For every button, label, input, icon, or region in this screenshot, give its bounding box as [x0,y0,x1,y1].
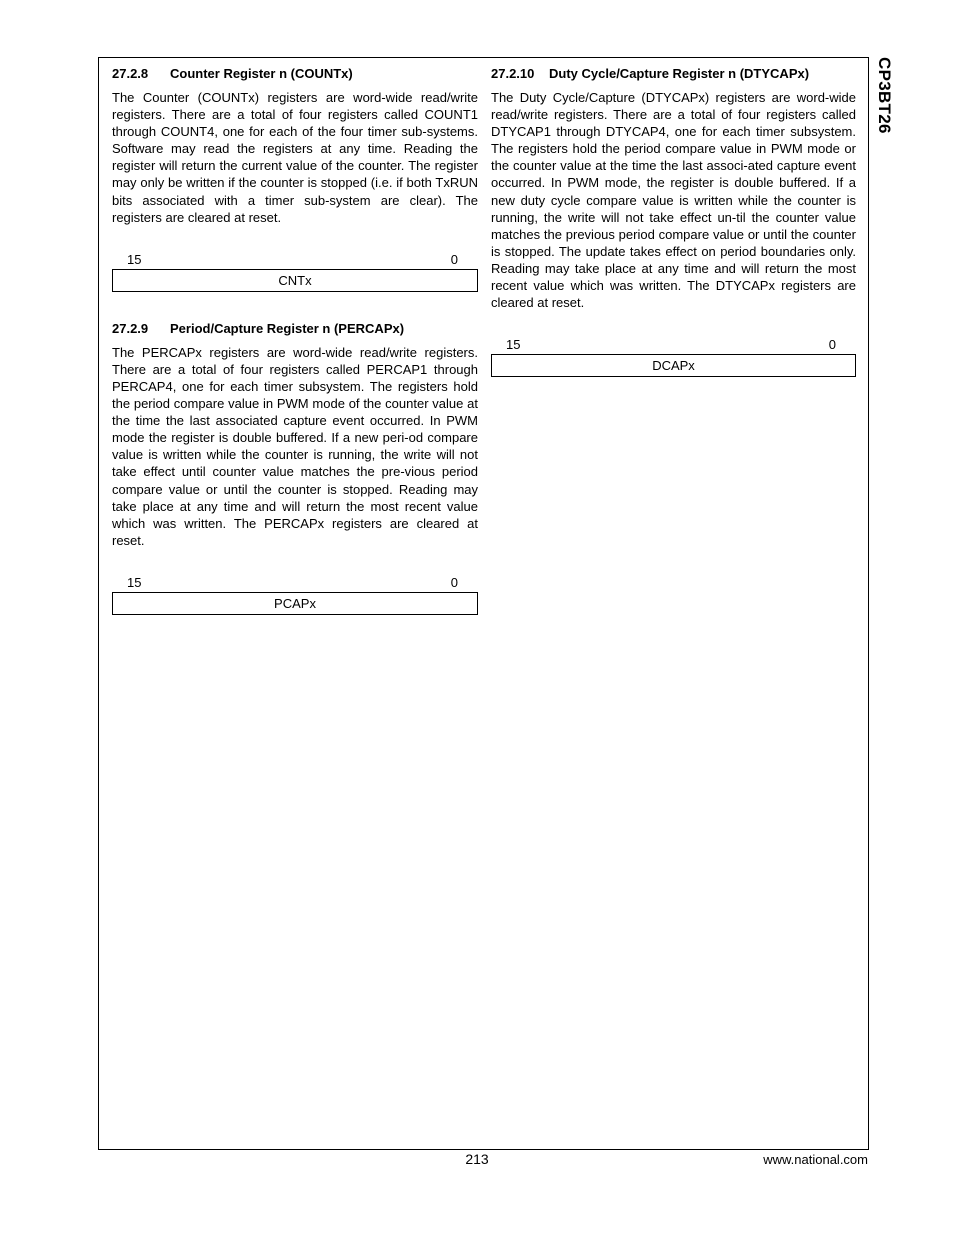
section-number: 27.2.8 [112,66,149,81]
section-number: 27.2.10 [491,66,535,81]
page-number: 213 [465,1151,489,1167]
bit-high-label: 15 [127,574,142,590]
register-diagram [491,337,856,377]
bit-numbers [112,575,478,592]
register-field-box [112,269,478,292]
section-number: 27.2.9 [112,320,149,336]
section-heading [491,66,856,82]
section-paragraph: The Counter (COUNTx) registers are word-wide read/write registers. There are a total of four registers called COUNT1 through COUNT4, one for each of the four timer sub-systems. Software may read the registers at any time. Reading the register will return the current value of the counter. The register may only be written if the counter is stopped (i.e. if both TxRUN bits associated with a timer sub-system are clear). The registers are cleared at reset. [112,90,478,225]
bit-numbers [491,337,856,354]
register-field-label: CNTx [278,272,312,288]
section-period-capture-register [112,321,478,615]
section-counter-register [112,66,478,292]
register-field-label: DCAPx [652,358,695,374]
section-heading [112,321,478,337]
bit-high-label: 15 [127,251,142,267]
register-field-box [112,592,478,615]
bit-high-label: 15 [506,337,521,353]
section-heading [112,66,478,82]
side-title-text: CP3BT26 [875,57,894,134]
section-duty-cycle-register [491,66,856,377]
left-column [112,66,478,615]
bit-low-label: 0 [828,337,836,353]
bit-numbers [112,252,478,269]
right-column [491,66,856,377]
register-diagram [112,252,478,292]
bit-low-label: 0 [450,251,458,267]
register-diagram [112,575,478,615]
register-field-label: PCAPx [274,595,316,611]
footer-url: www.national.com [763,1152,868,1167]
section-paragraph: The PERCAPx registers are word-wide read/write registers. There are a total of four registers called PERCAP1 through PERCAP4, one for each timer subsystem. The registers hold the period compare value in PWM mode of the counter value at the time the last associated capture event occurred. In PWM mode the register is double buffered. If a new peri-od compare value is written while the counter is running, the write will not take effect until counter value matches the pre-vious period compare value or until the counter is stopped. Reading may take place at any time and will return the most recent value which was written. The PERCAPx registers are cleared at reset. [112,344,478,548]
section-title: Duty Cycle/Capture Register n (DTYCAPx) [549,66,810,81]
section-title: Period/Capture Register n (PERCAPx) [170,320,405,336]
section-title: Counter Register n (COUNTx) [170,66,353,81]
section-paragraph: The Duty Cycle/Capture (DTYCAPx) registers are word-wide read/write registers. There are a total of four registers called DTYCAP1 through DTYCAP4, one for each timer subsystem. The registers hold the period compare value in PWM mode or the counter value at the time the last associ-ated capture event occurred. In PWM mode, the register is double buffered. If a new duty cycle compare value is written while the counter is running, the write will not take effect un-til the counter value matches the previous period compare value or until the counter is stopped. The update takes effect on period boundaries only. Reading may take place at any time and will return the most recent value which was written. The DTYCAPx registers are cleared at reset. [491,90,856,311]
document-side-title [868,57,908,147]
register-field-box [491,354,856,377]
bit-low-label: 0 [450,574,458,590]
